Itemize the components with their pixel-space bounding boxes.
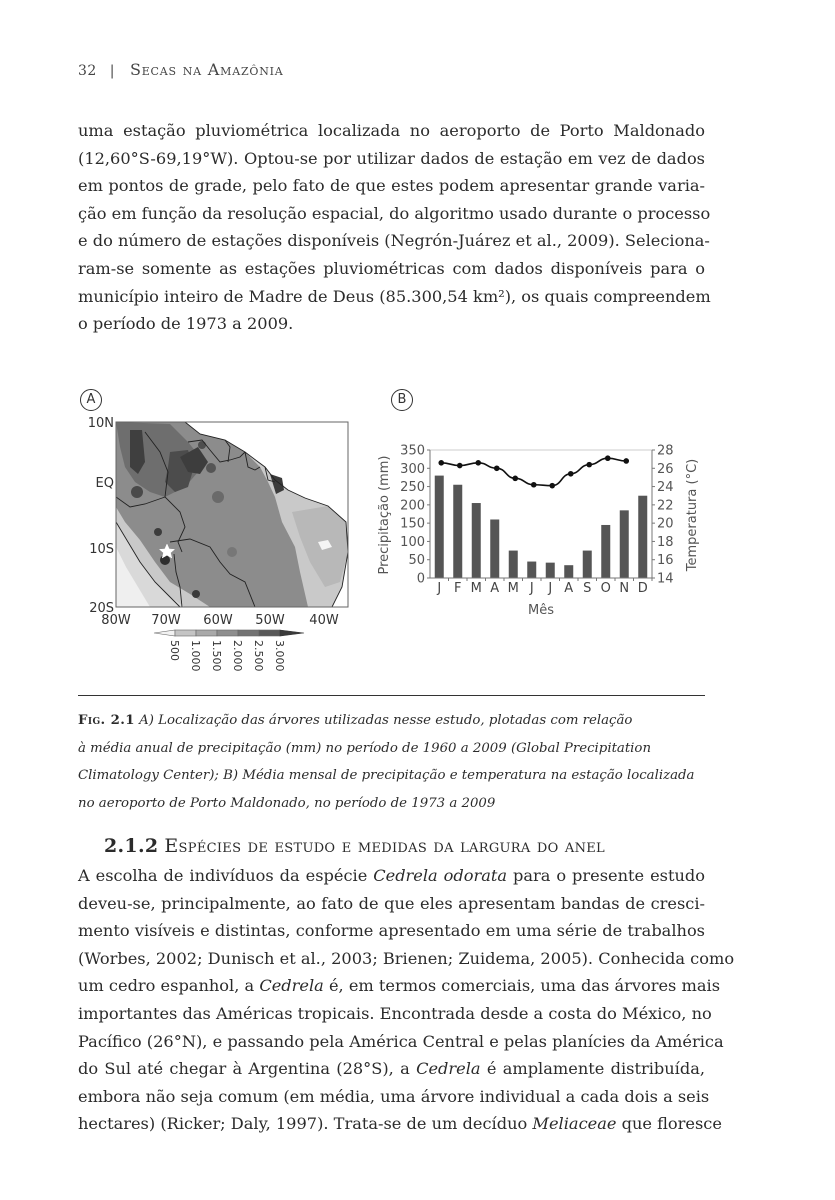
colorbar-tick: 500 xyxy=(168,640,181,661)
precipitation-bar xyxy=(638,496,647,578)
text-run: A escolha de indivíduos da espécie xyxy=(78,866,374,885)
colorbar-tick: 2.000 xyxy=(231,640,244,672)
x-axis-label: Mês xyxy=(528,603,554,618)
running-head xyxy=(78,60,284,79)
text-line: ram-se somente as estações pluviométricas com dados disponíveis para o xyxy=(78,258,705,278)
temperature-point xyxy=(494,465,500,471)
climate-chart xyxy=(370,435,710,620)
lat-label: 10S xyxy=(89,542,114,557)
y2-tick-label: 22 xyxy=(657,498,674,514)
lon-label: 40W xyxy=(309,613,339,628)
page-number: 32 xyxy=(78,63,97,79)
colorbar-tick: 1.500 xyxy=(210,640,223,672)
x-tick-label: J xyxy=(548,581,553,596)
caption-text: A) Localização das árvores utilizadas nesse estudo, plotadas com relação xyxy=(134,713,633,728)
colorbar-tick: 3.000 xyxy=(273,640,286,672)
temperature-point xyxy=(586,462,592,468)
precipitation-bar xyxy=(546,563,555,578)
y-tick-label: 250 xyxy=(400,480,425,496)
precipitation-bar xyxy=(583,551,592,578)
temperature-point xyxy=(475,460,481,466)
text-line xyxy=(78,1055,705,1083)
section-number: 2.1.2 xyxy=(104,835,159,857)
figure-caption xyxy=(78,707,718,817)
y-tick-label: 350 xyxy=(400,443,425,459)
caption-line: no aeroporto de Porto Maldonado, no período de 1973 a 2009 xyxy=(78,795,496,811)
text-line xyxy=(78,917,705,945)
x-tick-label: M xyxy=(507,581,519,596)
book-title: Secas na Amazônia xyxy=(129,60,284,79)
section-heading xyxy=(104,835,605,857)
figure-rule xyxy=(78,695,705,696)
text-line: em pontos de grade, pelo fato de que estes podem apresentar grande varia- xyxy=(78,176,705,196)
temperature-point xyxy=(512,476,518,482)
species-name: Cedrela odorata xyxy=(373,866,508,885)
text-run: um cedro espanhol, a xyxy=(78,976,260,996)
x-tick-label: A xyxy=(490,581,500,596)
lat-label: 20S xyxy=(89,601,114,616)
panel-a-label: A xyxy=(80,389,102,411)
x-tick-label: A xyxy=(564,581,574,596)
text-line: o período de 1973 a 2009. xyxy=(78,314,294,334)
text-line xyxy=(78,1110,722,1138)
temperature-point xyxy=(605,455,611,461)
species-name: Meliaceae xyxy=(532,1114,617,1134)
text-run: hectares) (Ricker; Daly, 1997). Trata-se de um decíduo xyxy=(78,1114,533,1134)
text-run: para o presente estudo xyxy=(507,866,705,885)
text-run: Pacífico (26°N), e passando pela América Central e pelas planícies da América xyxy=(78,1031,724,1051)
precipitation-bar xyxy=(453,485,462,578)
lat-label: 10N xyxy=(87,416,114,431)
text-run: que floresce xyxy=(616,1114,722,1134)
precipitation-bar xyxy=(601,525,610,578)
paragraph-intro xyxy=(78,117,711,338)
text-line: uma estação pluviométrica localizada no aeroporto de Porto Maldonado xyxy=(78,121,705,140)
y2-tick-label: 24 xyxy=(657,480,674,496)
temperature-point xyxy=(457,463,463,469)
y2-tick-label: 20 xyxy=(657,516,674,532)
text-line: e do número de estações disponíveis (Negrón-Juárez et al., 2009). Seleciona- xyxy=(78,231,710,251)
lat-label: EQ xyxy=(95,476,114,491)
y-tick-label: 50 xyxy=(408,553,425,569)
caption-line: à média anual de precipitação (mm) no período de 1960 a 2009 (Global Precipitation xyxy=(78,740,652,756)
x-tick-label: N xyxy=(619,581,630,596)
section-title: Espécies de estudo e medidas da largura do anel xyxy=(164,835,605,857)
y2-tick-label: 26 xyxy=(657,461,674,477)
precipitation-bar xyxy=(509,551,518,578)
y2-tick-label: 16 xyxy=(657,553,674,569)
text-run: do Sul até chegar à Argentina (28°S), a xyxy=(78,1059,417,1079)
text-line xyxy=(78,890,705,918)
y-tick-label: 0 xyxy=(416,571,425,587)
text-line xyxy=(78,972,720,1000)
text-run: é amplamente distribuída, xyxy=(480,1059,706,1079)
species-name: Cedrela xyxy=(259,976,324,996)
y2-tick-label: 14 xyxy=(657,571,674,587)
temperature-point xyxy=(438,460,444,466)
text-run: deveu-se, principalmente, ao fato de que eles apresentam bandas de cresci- xyxy=(78,893,705,913)
species-name: Cedrela xyxy=(416,1059,481,1079)
y-tick-label: 300 xyxy=(400,461,425,477)
y-axis-label-left: Precipitação (mm) xyxy=(377,455,392,575)
text-line xyxy=(78,1000,712,1028)
precipitation-bar xyxy=(564,565,573,578)
text-run: é, em termos comerciais, uma das árvores mais xyxy=(323,976,720,996)
y-tick-label: 150 xyxy=(400,516,425,532)
running-head-separator: | xyxy=(109,63,115,79)
text-line xyxy=(78,945,735,973)
lon-label: 80W xyxy=(101,613,131,628)
text-line: município inteiro de Madre de Deus (85.300,54 km²), os quais compreendem xyxy=(78,286,711,306)
text-line xyxy=(78,1028,724,1056)
colorbar xyxy=(154,630,304,636)
y-tick-label: 200 xyxy=(400,498,425,514)
lon-label: 70W xyxy=(151,613,181,628)
y2-tick-label: 28 xyxy=(657,443,674,459)
caption-line xyxy=(78,707,718,735)
precipitation-bar xyxy=(435,476,444,578)
y-tick-label: 100 xyxy=(400,534,425,550)
colorbar-tick: 1.000 xyxy=(189,640,202,672)
y-axis-label-right: Temperatura (°C) xyxy=(685,458,700,572)
text-line: (12,60°S-69,19°W). Optou-se por utilizar dados de estação em vez de dados xyxy=(78,148,705,168)
precipitation-bar xyxy=(527,562,536,578)
panel-b-label: B xyxy=(391,389,413,411)
x-tick-label: M xyxy=(470,581,482,596)
text-run: mento visíveis e distintas, conforme apresentado em uma série de trabalhos xyxy=(78,921,705,941)
text-run: embora não seja comum (em média, uma árvore individual a cada dois a seis xyxy=(78,1086,710,1106)
y2-tick-label: 18 xyxy=(657,534,674,550)
text-line xyxy=(78,1083,710,1111)
lon-label: 50W xyxy=(255,613,285,628)
x-tick-label: J xyxy=(529,581,534,596)
figure-number: Fig. 2.1 xyxy=(78,713,135,728)
map-svg xyxy=(70,412,370,682)
x-tick-label: F xyxy=(454,581,462,596)
temperature-point xyxy=(549,483,555,489)
x-tick-label: D xyxy=(637,581,648,596)
temperature-point xyxy=(623,458,629,464)
x-tick-label: J xyxy=(437,581,442,596)
text-line xyxy=(78,862,705,890)
temperature-line xyxy=(441,458,626,485)
paragraph-species xyxy=(78,862,735,1138)
precipitation-map xyxy=(70,412,370,682)
precipitation-bar xyxy=(472,503,481,578)
caption-line: Climatology Center); B) Média mensal de precipitação e temperatura na estação localizada xyxy=(78,768,695,783)
colorbar-tick: 2.500 xyxy=(252,640,265,672)
precipitation-bar xyxy=(490,519,499,578)
lon-label: 60W xyxy=(203,613,233,628)
x-tick-label: S xyxy=(583,581,592,596)
temperature-point xyxy=(531,482,537,488)
text-run: (Worbes, 2002; Dunisch et al., 2003; Brienen; Zuidema, 2005). Conhecida como xyxy=(78,948,735,968)
temperature-point xyxy=(568,471,574,477)
chart-svg xyxy=(370,435,710,620)
text-line: ção em função da resolução espacial, do algoritmo usado durante o processo xyxy=(78,203,711,223)
text-run: importantes das Américas tropicais. Encontrada desde a costa do México, no xyxy=(78,1003,712,1023)
precipitation-bar xyxy=(620,510,629,578)
x-tick-label: O xyxy=(600,581,611,596)
